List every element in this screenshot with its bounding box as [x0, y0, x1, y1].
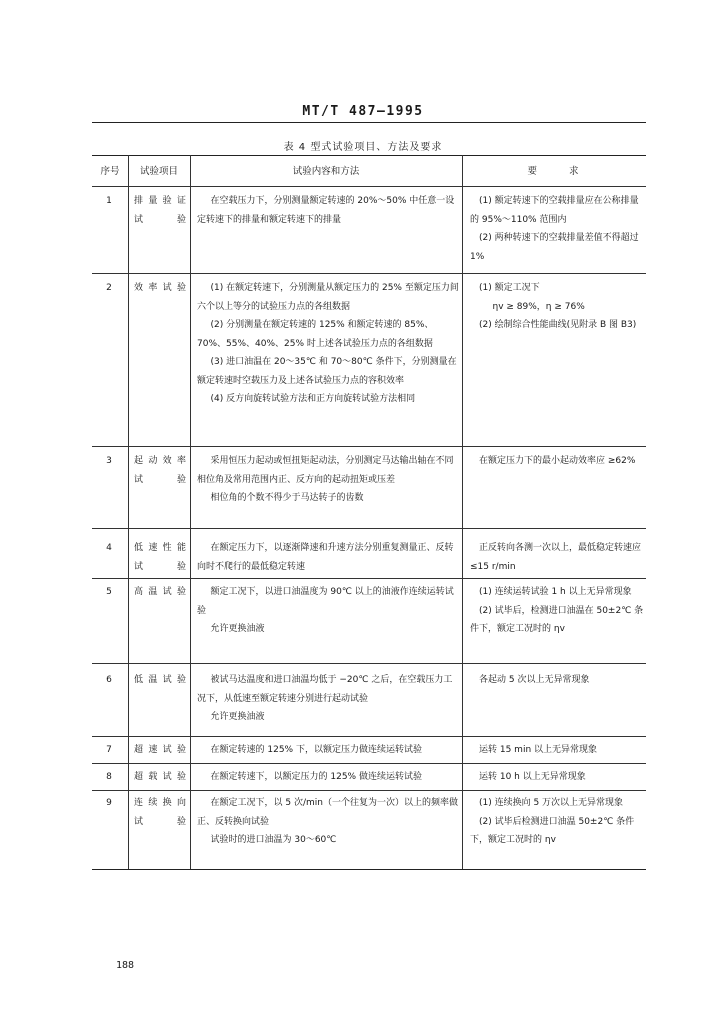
test-requirement: (1) 连续换向 5 万次以上无异常现象 (2) 试毕后检测进口油温 50±2℃ 条件下，额定工况时的 ηv: [470, 798, 635, 845]
row-number: 3: [106, 456, 112, 466]
test-item: 低速性能 试 验: [134, 543, 186, 572]
table-rule: [92, 869, 646, 870]
test-requirement: 正反转向各测一次以上，最低稳定转速应 ≤15 r/min: [470, 543, 642, 572]
col-header-item: 试验项目: [139, 166, 178, 177]
test-method: 被试马达温度和进口油温均低于 −20℃ 之后，在空载压力工况下，从低速至额定转速分别进行起动试验 允许更换油液: [197, 675, 453, 722]
table-divider: [462, 155, 463, 869]
test-item: 起动效率 试 验: [134, 456, 186, 485]
col-header-requirement: 要 求: [527, 166, 581, 177]
test-requirement: (1) 额定转速下的空载排量应在公称排量的 95%～110% 范围内 (2) 两种转速下的空载排量差值不得超过 1%: [470, 196, 639, 262]
test-method: 采用恒压力起动或恒扭矩起动法，分别测定马达输出轴在不同相位角及常用范围内正、反方向的起动扭矩或压差 相位角的个数不得少于马达转子的齿数: [197, 456, 454, 503]
test-method: 在空载压力下，分别测量额定转速的 20%～50% 中任意一设定转速下的排量和额定转速下的排量: [197, 196, 455, 225]
test-method: (1) 在额定转速下，分别测量从额定压力的 25% 至额定压力间六个以上等分的试验压力点的各组数据 (2) 分别测量在额定转速的 125% 和额定转速的 85%、70%、55%、40%、25% 时上述各试验压力点的各组数据 (3) 进口油温在 20～35℃ 和 70～80℃ 条件下，分别测量在额定转速时空载压力及上述各试验压力点的容积效率 (4) 反方向旋转试验方法和正方向旋转试验方法相同: [197, 283, 459, 404]
row-number: 8: [106, 772, 112, 782]
test-item: 高温试验: [134, 587, 186, 597]
row-number: 1: [106, 196, 112, 206]
row-number: 2: [106, 283, 112, 293]
test-item: 超载试验: [134, 772, 186, 782]
test-method: 在额定转速的 125% 下，以额定压力做连续运转试验: [210, 745, 422, 755]
table-rule: [92, 790, 646, 791]
col-header-method: 试验内容和方法: [292, 166, 360, 177]
table-caption: 表 4 型式试验项目、方法及要求: [283, 142, 443, 153]
table-rule: [92, 763, 646, 764]
row-number: 9: [106, 798, 112, 808]
test-requirement: (1) 额定工况下 ηv ≥ 89%，η ≥ 76% (2) 绘制综合性能曲线(见附录 B 图 B3): [479, 283, 637, 330]
table-rule: [92, 273, 646, 274]
test-requirement: 各起动 5 次以上无异常现象: [479, 675, 590, 685]
table-rule: [92, 446, 646, 447]
test-method: 在额定转速下，以额定压力的 125% 做连续运转试验: [210, 772, 422, 782]
row-number: 4: [106, 543, 112, 553]
row-number: 7: [106, 745, 112, 755]
test-requirement: 运转 10 h 以上无异常现象: [479, 772, 586, 782]
table-rule: [92, 155, 646, 156]
table-rule: [92, 736, 646, 737]
test-requirement: (1) 连续运转试验 1 h 以上无异常现象 (2) 试毕后，检测进口油温在 50±2℃ 条件下，额定工况时的 ηv: [470, 587, 644, 634]
test-method: 在额定压力下，以逐渐降速和升速方法分别重复测量正、反转向时不爬行的最低稳定转速: [197, 543, 454, 572]
test-requirement: 运转 15 min 以上无异常现象: [479, 745, 598, 755]
row-number: 5: [106, 587, 112, 597]
page-number: 188: [116, 960, 135, 971]
test-item: 排量验证 试 验: [134, 196, 186, 225]
test-requirement: 在额定压力下的最小起动效率应 ≥62%: [479, 456, 636, 466]
col-header-no: 序号: [100, 166, 120, 177]
table-rule: [92, 528, 646, 529]
table-divider: [128, 155, 129, 869]
test-method: 在额定工况下，以 5 次/min（一个往复为一次）以上的频率做正、反转换向试验 试验时的进口油温为 30～60℃: [197, 798, 458, 845]
row-number: 6: [106, 675, 112, 685]
table-rule: [92, 663, 646, 664]
test-method: 额定工况下，以进口油温度为 90℃ 以上的油液作连续运转试验 允许更换油液: [197, 587, 454, 634]
standard-code: MT/T 487—1995: [302, 104, 424, 119]
table-rule: [92, 578, 646, 579]
test-item: 低温试验: [134, 675, 186, 685]
test-item: 效率试验: [134, 283, 186, 293]
header-rule: [92, 122, 646, 123]
test-item: 连续换向 试 验: [134, 798, 186, 827]
test-item: 超速试验: [134, 745, 186, 755]
table-divider: [190, 155, 191, 869]
table-rule: [92, 186, 646, 187]
